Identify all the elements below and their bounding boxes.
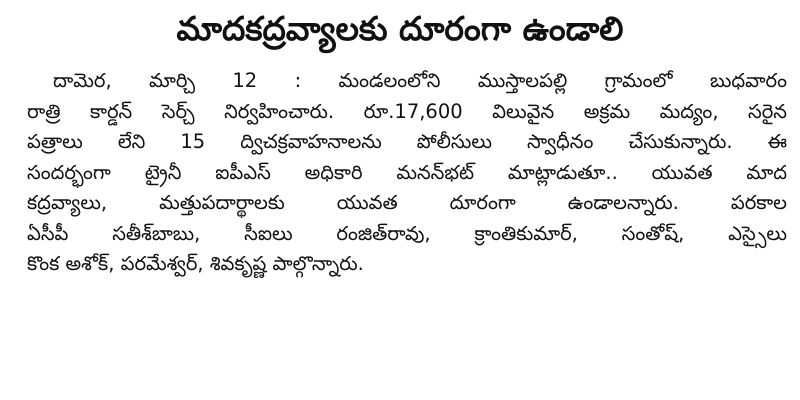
article-body — [27, 66, 787, 280]
article-line: పత్రాలు లేని 15 ద్విచక్రవాహనాలను పోలీసులు స్వాధీనం చేసుకున్నారు. ఈ — [27, 130, 787, 153]
headline: మాదకద్రవ్యాలకు దూరంగా ఉండాలి — [176, 9, 624, 48]
article-line: రాత్రి కార్డన్ సెర్చ్ నిర్వహించారు. రూ.17,600 విలువైన అక్రమ మద్యం, సరైన — [27, 99, 787, 123]
article-line: కొంక అశోక్, పరమేశ్వర్, శివకృష్ణ పాల్గొన్నారు. — [27, 252, 364, 275]
article-line: ఏసీపీ సతీశ్‌బాబు, సీఐలు రంజిత్‌రావు, క్రాంతికుమార్, సంతోష్, ఎస్సైలు — [27, 221, 787, 245]
article-line: సందర్భంగా ట్రైనీ ఐపీఎస్ అధికారి మనన్‌భట్ మాట్లాడుతూ.. యువత మాద — [27, 160, 787, 184]
article-line: దామెర, మార్చి 12 : మండలంలోని ముస్తాలపల్లి గ్రామంలో బుధవారం — [53, 69, 787, 92]
article-line: కద్రవ్యాలు, మత్తుపదార్థాలకు యువత దూరంగా ఉండాలన్నారు. పరకాల — [27, 191, 787, 214]
